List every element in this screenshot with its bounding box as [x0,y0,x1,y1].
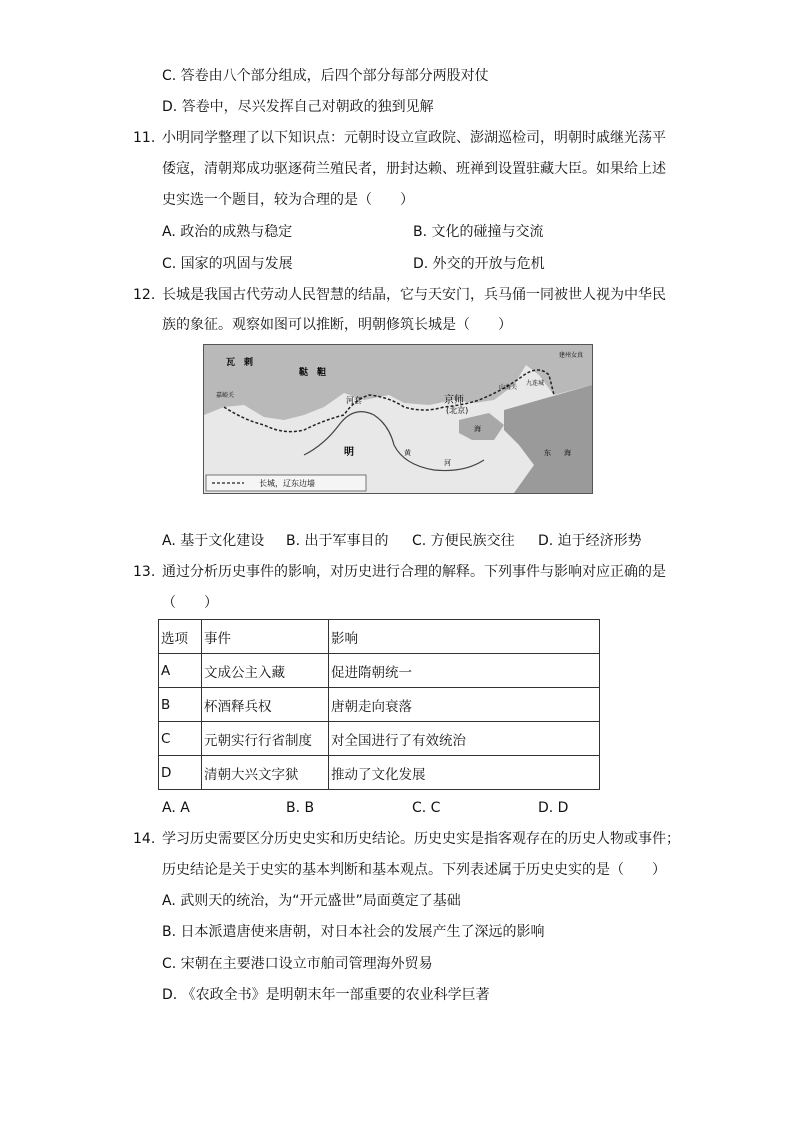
q11-option-d: D. 外交的开放与危机 [413,256,545,272]
q14-stem-line2: 历史结论是关于史实的基本判断和基本观点。下列表述属于历史史实的是（ ） [162,862,666,878]
q14-stem-line1: 学习历史需要区分历史史实和历史结论。历史史实是指客观存在的历史人物或事件； [162,831,680,847]
q11-stem-line1: 小明同学整理了以下知识点：元朝时设立宣政院、澎湖巡检司，明朝时戚继光荡平 [162,130,666,146]
q12-option-c: C. 方便民族交往 [412,533,515,549]
q13-option-c: C. C [412,800,441,816]
table-cell: A [159,654,202,688]
table-cell: C [159,722,202,756]
table-row [159,722,600,756]
label-beijing: (北京) [446,406,469,415]
table-cell: 促进隋朝统一 [329,654,600,688]
q14-number: 14. [133,831,156,847]
label-hai2: 海 [564,449,571,457]
q12-number: 12. [133,287,156,303]
label-jianzhou: 建州女真 [559,352,584,359]
label-shanhaiguan: 山海关 [499,384,518,391]
q14-option-a: A. 武则天的统治，为“开元盛世”局面奠定了基础 [162,893,461,909]
q13-number: 13. [133,564,156,580]
label-haihai: 海 [474,425,481,433]
label-jiayuguan: 嘉峪关 [216,392,235,399]
table-row [159,756,600,790]
q11-option-c: C. 国家的巩固与发展 [162,256,293,272]
map-svg [204,345,592,493]
q11-stem-line3: 史实选一个题目，较为合理的是（ ） [162,192,414,208]
table-header-cell: 选项 [159,620,202,654]
q14-option-c: C. 宋朝在主要港口设立市舶司管理海外贸易 [162,956,433,972]
events-table [158,619,600,790]
q14-option-d: D. 《农政全书》是明朝末年一部重要的农业科学巨著 [162,987,490,1003]
table-row [159,654,600,688]
legend-text: 长城，辽东边墙 [259,479,315,488]
q14-option-b: B. 日本派遣唐使来唐朝，对日本社会的发展产生了深远的影响 [162,924,545,940]
table-header-row [159,620,600,654]
q11-number: 11. [133,130,156,146]
q13-option-a: A. A [162,800,190,816]
table-cell: 元朝实行行省制度 [202,722,329,756]
label-dada: 鞑 靼 [299,368,327,378]
q13-stem-line2: （ ） [162,595,218,611]
table-header-cell: 事件 [202,620,329,654]
table-cell: 清朝大兴文字狱 [202,756,329,790]
label-huang: 黄 [404,449,411,457]
label-wala: 瓦 剌 [226,358,254,368]
q12-stem-line2: 族的象征。观察如图可以推断，明朝修筑长城是（ ） [162,317,512,333]
table-cell: D [159,756,202,790]
label-dong: 东 [544,449,551,457]
label-hetao: 河套 [346,396,362,405]
ming-great-wall-map [203,344,593,494]
q12-option-b: B. 出于军事目的 [286,533,389,549]
q13-option-b: B. B [286,800,315,816]
table-row [159,688,600,722]
yellow-river [304,412,484,471]
q11-option-b: B. 文化的碰撞与交流 [413,224,544,240]
q13-option-d: D. D [538,800,569,816]
table-cell: B [159,688,202,722]
q12-option-a: A. 基于文化建设 [162,533,265,549]
q11-stem-line2: 倭寇，清朝郑成功驱逐荷兰殖民者，册封达赖、班禅到设置驻藏大臣。如果给上述 [162,161,666,177]
table-cell: 文成公主入藏 [202,654,329,688]
q12-option-d: D. 迫于经济形势 [538,533,642,549]
q13-stem-line1: 通过分析历史事件的影响，对历史进行合理的解释。下列事件与影响对应正确的是 [162,564,666,580]
bohai-region [459,413,504,440]
q10-option-d: D. 答卷中，尽兴发挥自己对朝政的独到见解 [162,99,434,115]
q11-option-a: A. 政治的成熟与稳定 [162,224,293,240]
label-he: 河 [444,459,451,467]
q10-option-c: C. 答卷由八个部分组成，后四个部分每部分两股对仗 [162,68,489,84]
label-jingshi: 京师 [444,395,464,406]
table-cell: 杯酒释兵权 [202,688,329,722]
label-jiuliancheng: 九连城 [526,380,545,387]
east-sea-region [504,385,592,493]
table-cell: 唐朝走向衰落 [329,688,600,722]
q12-stem-line1: 长城是我国古代劳动人民智慧的结晶，它与天安门，兵马俑一同被世人视为中华民 [162,287,666,303]
table-header-cell: 影响 [329,620,600,654]
table-cell: 推动了文化发展 [329,756,600,790]
label-ming: 明 [344,447,354,458]
table-cell: 对全国进行了有效统治 [329,722,600,756]
